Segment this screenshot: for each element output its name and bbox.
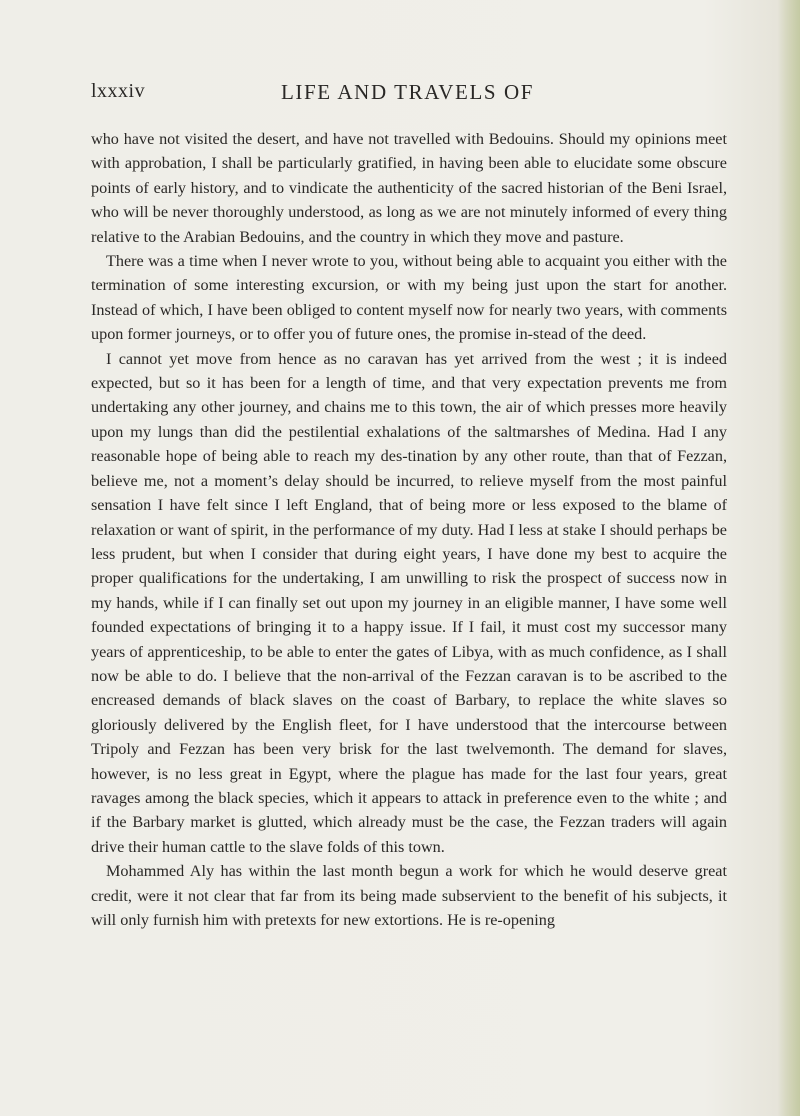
page-edge-shadow: [778, 0, 800, 1116]
paragraph-4: Mohammed Aly has within the last month begun a work for which he would deserve great credit, were it not clear that far from its being made subservient to the benefit of his subjects, it will only furnish him with pretexts for new extortions. He is re-opening: [91, 862, 727, 929]
running-head-title: LIFE AND TRAVELS OF: [281, 80, 535, 104]
page-number: lxxxiv: [91, 80, 146, 102]
paragraph-3: I cannot yet move from hence as no caravan has yet arrived from the west ; it is indeed expected, but so it has been for a length of time, and that very expectation prevents me from undertaking any other journey, and chains me to this town, the air of which presses more heavily upon my lungs than did the pestilential exhalations of the saltmarshes of Medina. Had I any reasonable hope of being able to reach my des-tination by any other route, than that of Fezzan, believe me, not a moment’s delay should be incurred, to relieve myself from the most painful sensation I have felt since I left England, that of being more or less exposed to the blame of relaxation or want of spirit, in the performance of my duty. Had I less at stake I should perhaps be less prudent, but when I consider that during eight years, I have done my best to acquire the proper qualifications for the undertaking, I am unwilling to risk the prospect of success now in my hands, while if I can finally set out upon my journey in an eligible manner, I have some well founded expectations of bringing it to a happy issue. If I fail, it must cost my successor many years of apprenticeship, to be able to enter the gates of Libya, with as much confidence, as I shall now be able to do. I believe that the non-arrival of the Fezzan caravan is to be ascribed to the encreased demands of black slaves on the coast of Barbary, to replace the white slaves so gloriously delivered by the English fleet, for I have understood that the intercourse between Tripoly and Fezzan has been very brisk for the last twelvemonth. The demand for slaves, however, is no less great in Egypt, where the plague has made for the last four years, great ravages among the black species, which it appears to attack in preference even to the white ; and if the Barbary market is glutted, which already must be the case, the Fezzan traders will again drive their human cattle to the slave folds of this town.: [91, 349, 727, 856]
paragraph-2: There was a time when I never wrote to you, without being able to acquaint you either with the termination of some interesting excursion, or with my being just upon the start for another. Instead of which, I have been obliged to content myself now for nearly two years, with comments upon former journeys, or to offer you of future ones, the promise in-stead of the deed.: [91, 252, 727, 344]
paragraph-1: who have not visited the desert, and have not travelled with Bedouins. Should my opinions meet with approbation, I shall be particularly gratified, in having been able to elucidate some obscure points of early history, and to vindicate the authenticity of the sacred historian of the Beni Israel, who will be never thoroughly understood, as long as we are not minutely informed of every thing relative to the Arabian Bedouins, and the country in which they move and pasture.: [91, 130, 727, 246]
body-text: [91, 127, 727, 932]
running-head: [91, 80, 727, 110]
